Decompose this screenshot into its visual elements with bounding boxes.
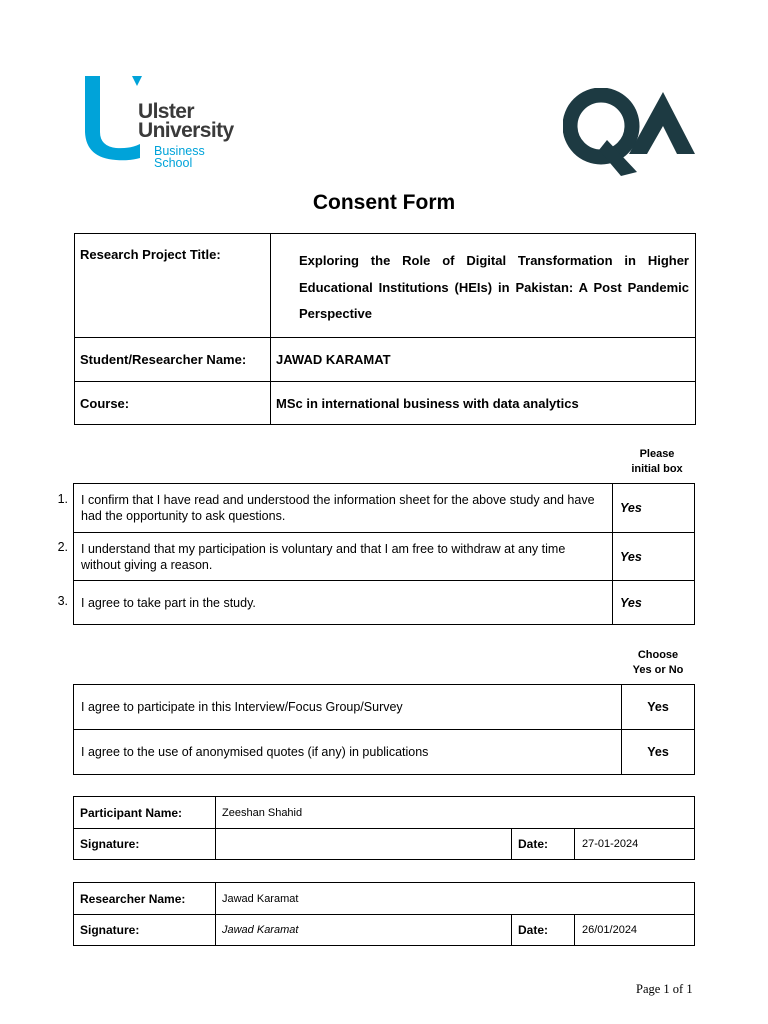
ulster-logo-line4: School bbox=[154, 156, 193, 170]
researcher-table bbox=[73, 882, 695, 946]
ulster-logo-line3: Business bbox=[154, 144, 205, 158]
statement-answer[interactable]: Yes bbox=[613, 484, 695, 533]
table-row bbox=[74, 533, 695, 581]
statement-text: I understand that my participation is voluntary and that I am free to withdraw at any time without giving a reason. bbox=[74, 533, 613, 581]
agreement-text: I agree to participate in this Interview/Focus Group/Survey bbox=[74, 685, 622, 730]
initial-note-line1: Please bbox=[639, 448, 675, 460]
qa-logo bbox=[563, 88, 697, 178]
researcher-name-value: JAWAD KARAMAT bbox=[271, 338, 696, 382]
project-title-label: Research Project Title: bbox=[75, 234, 271, 338]
project-info-table bbox=[74, 233, 696, 425]
page-title: Consent Form bbox=[312, 191, 456, 214]
choose-note-line1: Choose bbox=[637, 649, 679, 661]
course-label: Course: bbox=[75, 382, 271, 425]
researcher-signature-label: Signature: bbox=[74, 915, 216, 946]
statement-number: 1. bbox=[57, 492, 68, 506]
page-number: Page 1 of 1 bbox=[636, 982, 693, 996]
statement-number: 2. bbox=[57, 540, 68, 554]
statement-text: I confirm that I have read and understood the information sheet for the above study and have had the opportunity to ask questions. bbox=[74, 484, 613, 533]
participant-name-label: Participant Name: bbox=[74, 797, 216, 829]
researcher-date-field[interactable]: 26/01/2024 bbox=[575, 915, 695, 946]
ulster-logo-line1: Ulster bbox=[138, 100, 194, 123]
participant-table bbox=[73, 796, 695, 860]
researcher-name-field[interactable]: Jawad Karamat bbox=[216, 883, 695, 915]
project-title-value: Exploring the Role of Digital Transformation in Higher Educational Institutions (HEIs) in Pakistan: A Post Pandemic Perspective bbox=[299, 253, 689, 321]
agreement-answer[interactable]: Yes bbox=[622, 685, 695, 730]
initial-note-line2: initial box bbox=[631, 463, 683, 475]
table-row bbox=[74, 685, 695, 730]
statement-number: 3. bbox=[57, 594, 68, 608]
researcher-date-label: Date: bbox=[512, 915, 575, 946]
ulster-logo-line2: University bbox=[138, 119, 234, 142]
course-value: MSc in international business with data analytics bbox=[271, 382, 696, 425]
statement-answer[interactable]: Yes bbox=[613, 581, 695, 625]
ulster-university-logo bbox=[82, 72, 252, 174]
participant-signature-label: Signature: bbox=[74, 829, 216, 860]
agreement-answer[interactable]: Yes bbox=[622, 730, 695, 775]
statement-answer[interactable]: Yes bbox=[613, 533, 695, 581]
agreement-text: I agree to the use of anonymised quotes (if any) in publications bbox=[74, 730, 622, 775]
table-row bbox=[74, 730, 695, 775]
table-row bbox=[74, 484, 695, 533]
choose-yes-no-note bbox=[622, 648, 694, 678]
participant-name-field[interactable]: Zeeshan Shahid bbox=[216, 797, 695, 829]
initial-box-note bbox=[620, 447, 694, 477]
statement-text: I agree to take part in the study. bbox=[74, 581, 613, 625]
table-row bbox=[74, 581, 695, 625]
researcher-signature-field[interactable]: Jawad Karamat bbox=[216, 915, 512, 946]
participant-date-field[interactable]: 27-01-2024 bbox=[575, 829, 695, 860]
ulster-u-icon bbox=[82, 74, 142, 164]
researcher-name-label: Student/Researcher Name: bbox=[75, 338, 271, 382]
participant-date-label: Date: bbox=[512, 829, 575, 860]
agreement-table bbox=[73, 684, 695, 775]
consent-statements-table bbox=[73, 483, 695, 625]
researcher-name-label: Researcher Name: bbox=[74, 883, 216, 915]
choose-note-line2: Yes or No bbox=[632, 664, 684, 676]
participant-signature-field[interactable] bbox=[216, 829, 512, 860]
